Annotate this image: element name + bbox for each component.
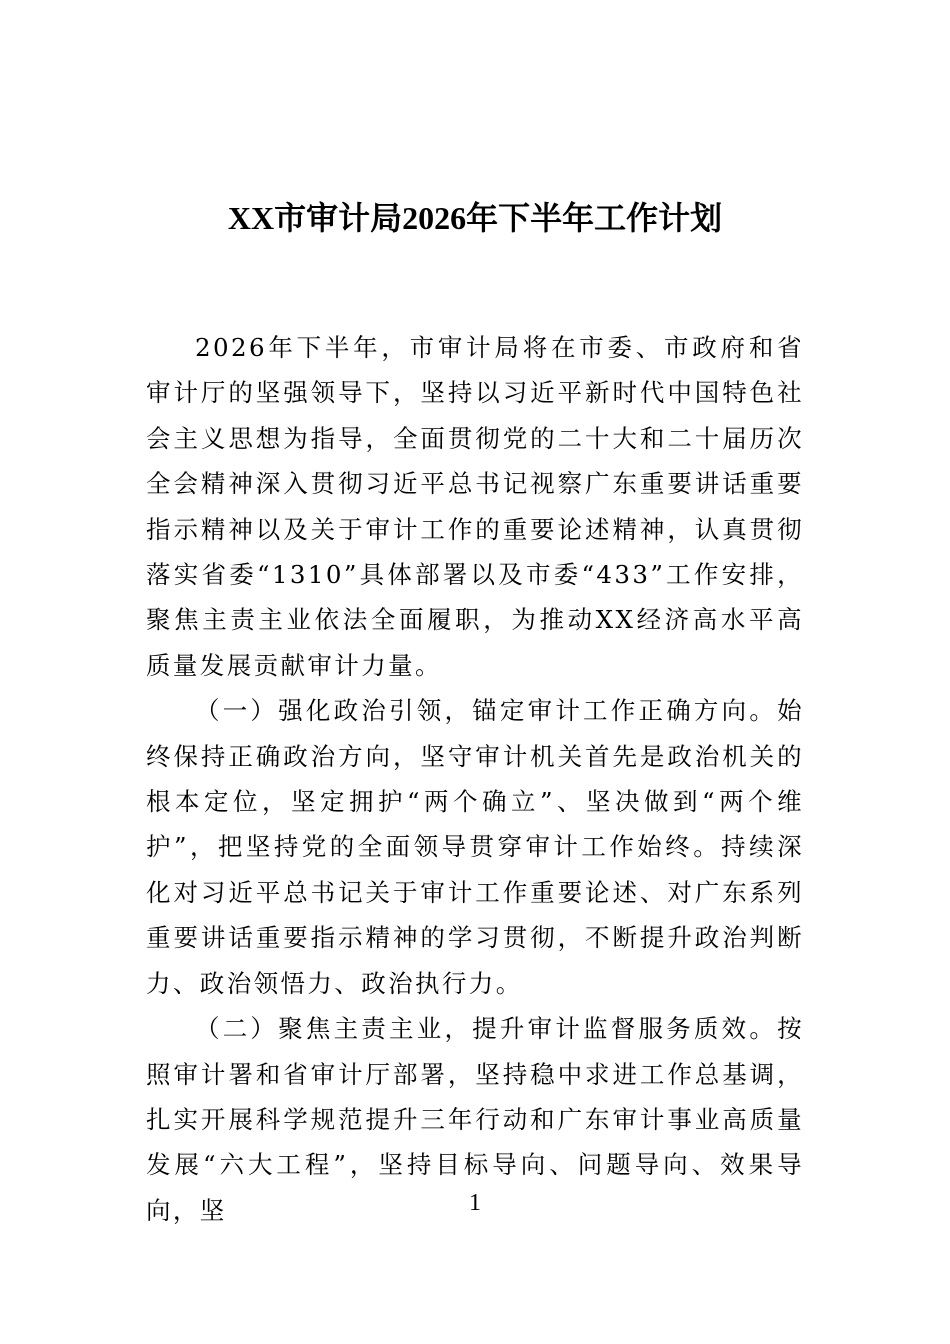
paragraph-intro bbox=[146, 325, 804, 688]
page-number: 1 bbox=[469, 1190, 481, 1216]
section-heading: （二）聚焦主责主业，提升审计监督服务质效。 bbox=[195, 1014, 778, 1044]
paragraph-text: 2026年下半年，市审计局将在市委、市政府和省审计厅的坚强领导下，坚持以习近平新时代中国特色社会主义思想为指导，全面贯彻党的二十大和二十届历次全会精神深入贯彻习近平总书记视察广东重要讲话重要指示精神以及关于审计工作的重要论述精神，认真贯彻落实省委“1310”具体部署以及市委“433”工作安排，聚焦主责主业依法全面履职，为推动XX经济高水平高质量发展贡献审计力量。 bbox=[146, 333, 804, 680]
section-heading: （一）强化政治引领，锚定审计工作正确方向。 bbox=[195, 696, 778, 726]
paragraph-text: 按照审计署和省审计厅部署，坚持稳中求进工作总基调，扎实开展科学规范提升三年行动和广东审计事业高质量发展“六大工程”，坚持目标导向、问题导向、效果导向，坚 bbox=[146, 1014, 804, 1225]
document-title: XX市审计局2026年下半年工作计划 bbox=[227, 200, 723, 236]
document-body bbox=[146, 325, 804, 1233]
paragraph-text: 始终保持正确政治方向，坚守审计机关首先是政治机关的根本定位，坚定拥护“两个确立”、坚决做到“两个维护”，把坚持党的全面领导贯穿审计工作始终。持续深化对习近平总书记关于审计工作重要论述、对广东系列重要讲话重要指示精神的学习贯彻，不断提升政治判断力、政治领悟力、政治执行力。 bbox=[146, 696, 804, 998]
paragraph-section-1 bbox=[146, 688, 804, 1006]
